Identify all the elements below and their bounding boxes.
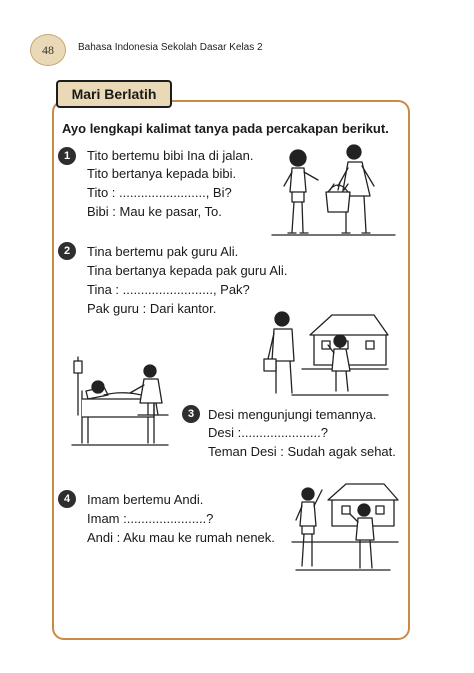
exercise-4-line-3: Andi : Aku mau ke rumah nenek.: [87, 530, 275, 545]
exercise-3-line-1: Desi mengunjungi temannya.: [208, 407, 377, 422]
illustration-desi-visits-friend: [68, 355, 178, 450]
exercise-1-line-1: Tito bertemu bibi Ina di jalan.: [87, 148, 254, 163]
exercise-1-line-4: Bibi : Mau ke pasar, To.: [87, 204, 222, 219]
exercise-2-line-4: Pak guru : Dari kantor.: [87, 301, 217, 316]
exercise-number-2: 2: [58, 242, 76, 260]
running-header: Bahasa Indonesia Sekolah Dasar Kelas 2: [78, 42, 263, 53]
illustration-tina-and-teacher: [262, 305, 392, 400]
exercise-4-line-1: Imam bertemu Andi.: [87, 492, 204, 507]
exercise-1-line-2: Tito bertanya kepada bibi.: [87, 166, 237, 181]
exercise-2-line-2: Tina bertanya kepada pak guru Ali.: [87, 263, 288, 278]
exercise-2-line-3: Tina : ........................., Pak?: [87, 282, 250, 297]
illustration-tito-and-aunt: [270, 140, 400, 240]
section-title: Mari Berlatih: [56, 80, 172, 108]
exercise-1-line-3: Tito : ........................, Bi?: [87, 185, 232, 200]
exercise-2-line-1: Tina bertemu pak guru Ali.: [87, 244, 239, 259]
instruction-text: Ayo lengkapi kalimat tanya pada percakapan berikut.: [62, 121, 389, 136]
exercise-number-4: 4: [58, 490, 76, 508]
page-number: 48: [30, 34, 66, 66]
exercise-3-line-2: Desi :......................?: [208, 425, 328, 440]
exercise-number-1: 1: [58, 147, 76, 165]
exercise-4-line-2: Imam :......................?: [87, 511, 214, 526]
exercise-number-3: 3: [182, 405, 200, 423]
illustration-imam-and-andi: [290, 480, 400, 575]
exercise-3-line-3: Teman Desi : Sudah agak sehat.: [208, 444, 396, 459]
